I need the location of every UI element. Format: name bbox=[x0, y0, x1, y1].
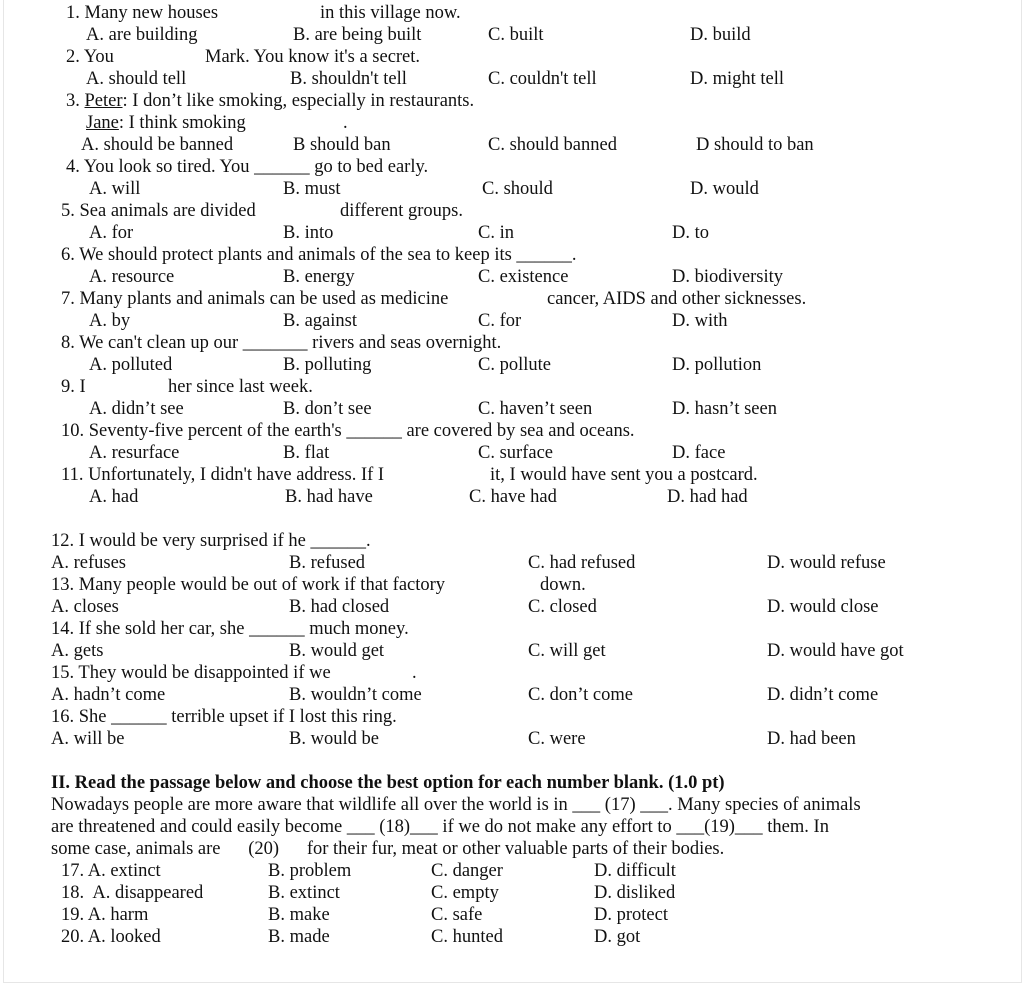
q7-option-c: C. for bbox=[478, 311, 522, 331]
q8-option-b: B. polluting bbox=[283, 355, 372, 375]
q6-option-d: D. biodiversity bbox=[672, 267, 783, 287]
q12-option-d: D. would refuse bbox=[767, 553, 886, 573]
q2-option-d: D. might tell bbox=[690, 69, 785, 89]
q9-option-c: C. haven’t seen bbox=[478, 399, 593, 419]
q2-stem-start: 2. You bbox=[66, 47, 114, 67]
q4-option-d: D. would bbox=[690, 179, 759, 199]
q13-option-a: A. closes bbox=[51, 597, 119, 617]
q20-option-d: D. got bbox=[594, 927, 641, 947]
q13-stem: 13. Many people would be out of work if that factory bbox=[51, 575, 446, 595]
q3-number: 3. bbox=[66, 91, 80, 111]
q17-option-c: C. danger bbox=[431, 861, 503, 881]
q5-stem-end: different groups. bbox=[340, 201, 463, 221]
q3-option-c: C. should banned bbox=[488, 135, 617, 155]
q11-stem-start: 11. Unfortunately, I didn't have address. If I bbox=[61, 465, 385, 485]
q11-option-d: D. had had bbox=[667, 487, 748, 507]
q6-option-a: A. resource bbox=[89, 267, 175, 287]
q18-option-d: D. disliked bbox=[594, 883, 676, 903]
q9-option-a: A. didn’t see bbox=[89, 399, 184, 419]
q10-option-b: B. flat bbox=[283, 443, 330, 463]
q11-option-b: B. had have bbox=[285, 487, 373, 507]
q6-stem: 6. We should protect plants and animals of the sea to keep its ______. bbox=[61, 245, 577, 265]
section-2-heading: II. Read the passage below and choose the best option for each number blank. (1.0 pt) bbox=[51, 773, 725, 793]
q2-stem-end: Mark. You know it's a secret. bbox=[205, 47, 421, 67]
q3-speaker-jane: Jane bbox=[86, 113, 119, 133]
q17-option-d: D. difficult bbox=[594, 861, 676, 881]
q13-option-d: D. would close bbox=[767, 597, 879, 617]
q20-option-b: B. made bbox=[268, 927, 330, 947]
q12-stem: 12. I would be very surprised if he ______. bbox=[51, 531, 371, 551]
q5-option-c: C. in bbox=[478, 223, 514, 243]
q4-option-b: B. must bbox=[283, 179, 341, 199]
q1-option-c: C. built bbox=[488, 25, 544, 45]
q20-option-a: 20. A. looked bbox=[61, 927, 161, 947]
q19-option-b: B. make bbox=[268, 905, 330, 925]
q12-option-c: C. had refused bbox=[528, 553, 636, 573]
q3-line1 bbox=[66, 90, 474, 112]
q13-stem-tail: down. bbox=[540, 575, 586, 595]
q3-line1-text: : I don’t like smoking, especially in restaurants. bbox=[122, 91, 475, 111]
q16-option-d: D. had been bbox=[767, 729, 856, 749]
q20-option-c: C. hunted bbox=[431, 927, 503, 947]
q9-stem-start: 9. I bbox=[61, 377, 86, 397]
q4-option-c: C. should bbox=[482, 179, 553, 199]
q3-period: . bbox=[343, 113, 348, 133]
q5-stem-start: 5. Sea animals are divided bbox=[61, 201, 256, 221]
q7-option-b: B. against bbox=[283, 311, 357, 331]
q13-option-c: C. closed bbox=[528, 597, 597, 617]
q15-option-c: C. don’t come bbox=[528, 685, 633, 705]
q10-option-d: D. face bbox=[672, 443, 726, 463]
q9-option-b: B. don’t see bbox=[283, 399, 372, 419]
q15-option-b: B. wouldn’t come bbox=[289, 685, 422, 705]
q3-line2-text: : I think smoking bbox=[118, 113, 246, 133]
q16-option-c: C. were bbox=[528, 729, 586, 749]
q18-option-a: 18. A. disappeared bbox=[61, 883, 204, 903]
q14-option-b: B. would get bbox=[289, 641, 385, 661]
q13-option-b: B. had closed bbox=[289, 597, 390, 617]
q15-period: . bbox=[412, 663, 417, 683]
q6-option-c: C. existence bbox=[478, 267, 569, 287]
q1-stem-start: 1. Many new houses bbox=[66, 3, 219, 23]
q19-option-a: 19. A. harm bbox=[61, 905, 149, 925]
q8-option-d: D. pollution bbox=[672, 355, 762, 375]
q8-option-a: A. polluted bbox=[89, 355, 173, 375]
q14-option-c: C. will get bbox=[528, 641, 606, 661]
q10-option-a: A. resurface bbox=[89, 443, 180, 463]
passage-line-2: are threatened and could easily become ___ (18)___ if we do not make any effort to ___(19)___ them. In bbox=[51, 817, 829, 837]
q1-option-d: D. build bbox=[690, 25, 751, 45]
q11-stem-end: it, I would have sent you a postcard. bbox=[490, 465, 758, 485]
q12-option-b: B. refused bbox=[289, 553, 366, 573]
q1-option-b: B. are being built bbox=[293, 25, 422, 45]
passage-line-3: some case, animals are (20) for their fur, meat or other valuable parts of their bodies. bbox=[51, 839, 725, 859]
q15-stem: 15. They would be disappointed if we bbox=[51, 663, 331, 683]
q16-option-a: A. will be bbox=[51, 729, 125, 749]
q3-speaker-peter: Peter bbox=[84, 91, 123, 111]
q3-option-a: A. should be banned bbox=[81, 135, 234, 155]
q2-option-b: B. shouldn't tell bbox=[290, 69, 407, 89]
q15-option-d: D. didn’t come bbox=[767, 685, 879, 705]
q6-option-b: B. energy bbox=[283, 267, 355, 287]
q3-option-b: B should ban bbox=[293, 135, 391, 155]
q5-option-b: B. into bbox=[283, 223, 334, 243]
q8-stem: 8. We can't clean up our _______ rivers and seas overnight. bbox=[61, 333, 502, 353]
q10-stem: 10. Seventy-five percent of the earth's ______ are covered by sea and oceans. bbox=[61, 421, 635, 441]
q7-option-a: A. by bbox=[89, 311, 131, 331]
q3-line2 bbox=[86, 112, 246, 134]
q4-stem: 4. You look so tired. You ______ go to bed early. bbox=[66, 157, 429, 177]
q11-option-c: C. have had bbox=[469, 487, 557, 507]
q14-option-d: D. would have got bbox=[767, 641, 904, 661]
q10-option-c: C. surface bbox=[478, 443, 553, 463]
q16-option-b: B. would be bbox=[289, 729, 379, 749]
q12-option-a: A. refuses bbox=[51, 553, 127, 573]
q2-option-a: A. should tell bbox=[86, 69, 187, 89]
q11-option-a: A. had bbox=[89, 487, 139, 507]
q2-option-c: C. couldn't tell bbox=[488, 69, 597, 89]
q18-option-c: C. empty bbox=[431, 883, 499, 903]
q17-option-a: 17. A. extinct bbox=[61, 861, 161, 881]
q1-stem-end: in this village now. bbox=[320, 3, 461, 23]
q19-option-c: C. safe bbox=[431, 905, 483, 925]
q7-option-d: D. with bbox=[672, 311, 728, 331]
q1-option-a: A. are building bbox=[86, 25, 198, 45]
q19-option-d: D. protect bbox=[594, 905, 668, 925]
q7-stem-end: cancer, AIDS and other sicknesses. bbox=[547, 289, 807, 309]
q3-option-d: D should to ban bbox=[696, 135, 814, 155]
q8-option-c: C. pollute bbox=[478, 355, 551, 375]
q14-stem: 14. If she sold her car, she ______ much money. bbox=[51, 619, 409, 639]
q7-stem-start: 7. Many plants and animals can be used as medicine bbox=[61, 289, 449, 309]
q16-stem: 16. She ______ terrible upset if I lost this ring. bbox=[51, 707, 397, 727]
passage-line-1: Nowadays people are more aware that wildlife all over the world is in ___ (17) ___. Many species of animals bbox=[51, 795, 861, 815]
q14-option-a: A. gets bbox=[51, 641, 104, 661]
q5-option-d: D. to bbox=[672, 223, 709, 243]
q17-option-b: B. problem bbox=[268, 861, 352, 881]
q4-option-a: A. will bbox=[89, 179, 141, 199]
q9-stem-end: her since last week. bbox=[168, 377, 313, 397]
q18-option-b: B. extinct bbox=[268, 883, 340, 903]
q5-option-a: A. for bbox=[89, 223, 134, 243]
q15-option-a: A. hadn’t come bbox=[51, 685, 166, 705]
q9-option-d: D. hasn’t seen bbox=[672, 399, 777, 419]
